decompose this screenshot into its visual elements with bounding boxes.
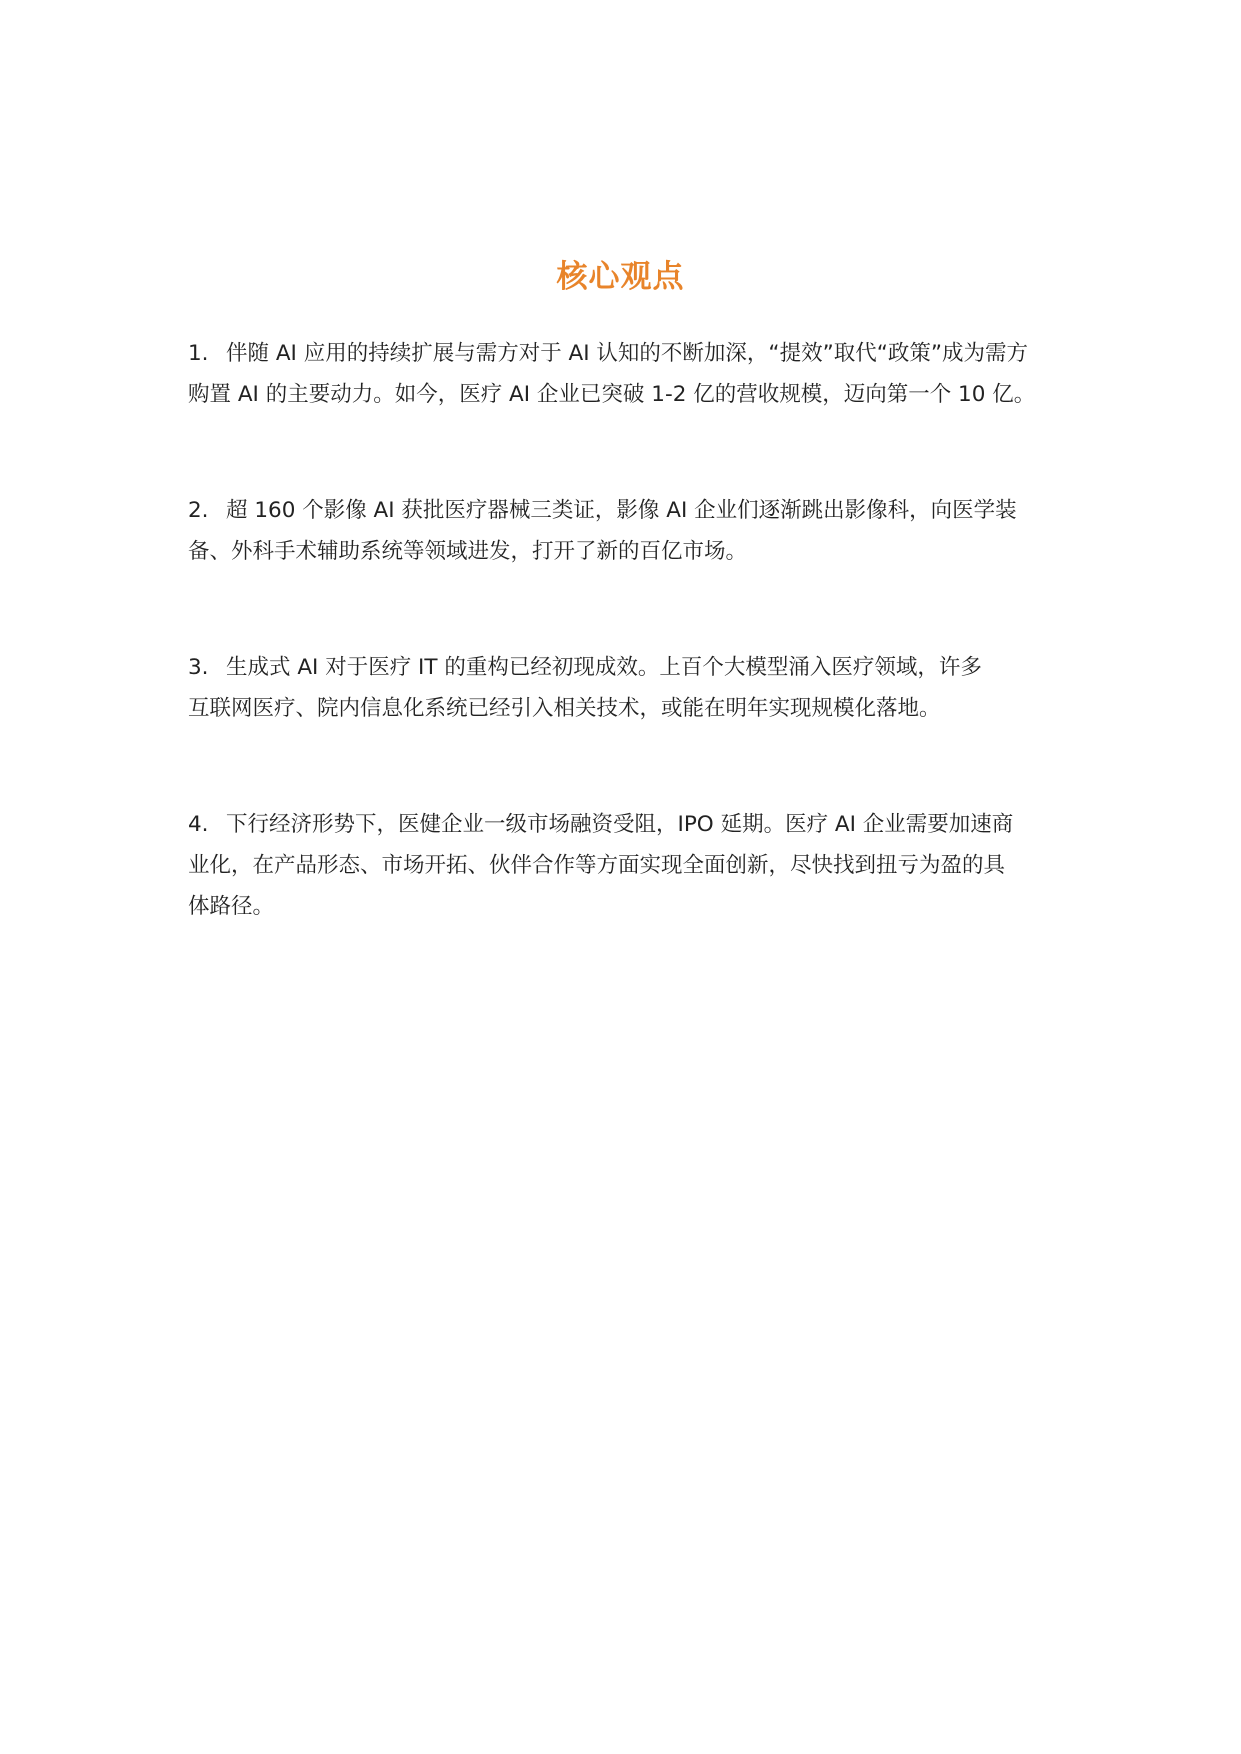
key-point-text: 下行经济形势下，医健企业一级市场融资受阻，IPO 延期。医疗 AI 企业需要加速商 (226, 812, 1014, 837)
key-point-line: 体路径。 (188, 894, 275, 919)
key-point-2 (188, 490, 1058, 572)
key-point-number: 3. (188, 655, 209, 680)
key-point-number: 2. (188, 498, 209, 523)
key-point-text: 超 160 个影像 AI 获批医疗器械三类证，影像 AI 企业们逐渐跳出影像科，向医学装 (226, 498, 1017, 523)
key-point-line (188, 647, 1058, 688)
key-point-3 (188, 647, 1058, 729)
key-point-number: 4. (188, 812, 209, 837)
key-point-4 (188, 804, 1058, 927)
key-point-line (188, 804, 1058, 845)
key-point-line (188, 490, 1058, 531)
key-points-list (188, 333, 1058, 1002)
key-point-text: 生成式 AI 对于医疗 IT 的重构已经初现成效。上百个大模型涌入医疗领域，许多 (226, 655, 982, 680)
page-title: 核心观点 (556, 259, 685, 295)
key-point-line: 购置 AI 的主要动力。如今，医疗 AI 企业已突破 1-2 亿的营收规模，迈向第一个 10 亿。 (188, 382, 1036, 407)
key-point-1 (188, 333, 1058, 415)
key-point-number: 1. (188, 341, 209, 366)
key-point-line: 互联网医疗、院内信息化系统已经引入相关技术，或能在明年实现规模化落地。 (188, 696, 941, 721)
key-point-text: 伴随 AI 应用的持续扩展与需方对于 AI 认知的不断加深，“提效”取代“政策”成为需方 (226, 341, 1028, 366)
key-point-line: 备、外科手术辅助系统等领域进发，打开了新的百亿市场。 (188, 539, 748, 564)
key-point-line: 业化，在产品形态、市场开拓、伙伴合作等方面实现全面创新，尽快找到扭亏为盈的具 (188, 853, 1006, 878)
key-point-line (188, 333, 1058, 374)
